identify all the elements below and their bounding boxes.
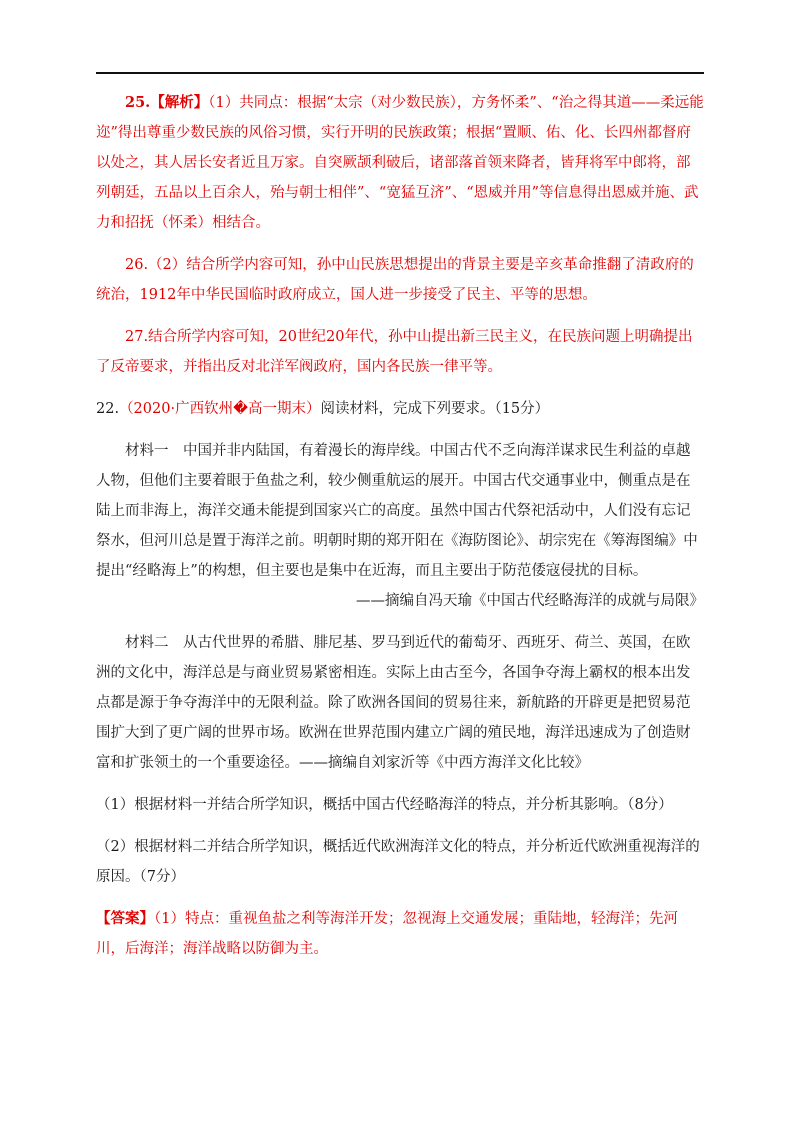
- material-2: 材料二 从古代世界的希腊、腓尼基、罗马到近代的葡萄牙、西班牙、荷兰、英国，在欧洲的文化中，海洋总是与商业贸易紧密相连。实际上由古至今，各国争夺海上霸权的根本出发点都是源于争夺海洋中的无限利益。除了欧洲各国间的贸易往来，新航路的开辟更是把贸易范围扩大到了更广阔的世界市场。欧洲在世界范围内建立广阔的殖民地，海洋迅速成为了创造财富和扩张领土的一个重要途径。——摘编自刘家沂等《中西方海洋文化比较》: [96, 635, 691, 771]
- material-1-source: ——摘编自冯天瑜《中国古代经略海洋的成就与局限》: [356, 593, 704, 609]
- question-22-header: [96, 394, 704, 424]
- header-rule: [96, 72, 704, 74]
- sub-question-2: （2）根据材料二并结合所学知识，概括近代欧洲海洋文化的特点，并分析近代欧洲重视海洋的原因。（7分）: [96, 839, 700, 885]
- question-instruction: 阅读材料，完成下列要求。（15分）: [320, 401, 550, 417]
- answer-25: [96, 88, 704, 238]
- question-source: （2020·广西钦州�高一期末）: [119, 401, 321, 417]
- answer-25-text: （1）共同点：根据“太宗（对少数民族），方务怀柔”、“治之得其道——柔远能迩”得出尊重少数民族的风俗习惯，实行开明的民族政策；根据“置顺、佑、化、长四州都督府以处之，其人居长安者近且万家。自突厥颉利破后，诸部落首领来降者，皆拜将军中郎将，部列朝廷，五品以上百余人，殆与朝士相伴”、“宽猛互济”、“恩威并用”等信息得出恩威并施、武力和招抚（怀柔）相结合。: [96, 95, 704, 231]
- sub-question-1: （1）根据材料一并结合所学知识，概括中国古代经略海洋的特点，并分析其影响。（8分）: [96, 797, 673, 813]
- answer-22: [96, 904, 704, 964]
- answer-26: 26.（2）结合所学内容可知，孙中山民族思想提出的背景主要是辛亥革命推翻了清政府的统治，1912年中华民国临时政府成立，国人进一步接受了民主、平等的思想。: [96, 257, 694, 303]
- answer-text: （1）特点：重视鱼盐之利等海洋开发；忽视海上交通发展；重陆地，轻海洋；先河川，后海洋；海洋战略以防御为主。: [96, 911, 678, 957]
- material-1: 材料一 中国并非内陆国，有着漫长的海岸线。中国古代不乏向海洋谋求民生利益的卓越人物，但他们主要着眼于鱼盐之利，较少侧重航运的展开。中国古代交通事业中，侧重点是在陆上而非海上，海洋交通未能提到国家兴亡的高度。虽然中国古代祭祀活动中，人们没有忘记祭水，但河川总是置于海洋之前。明朝时期的郑开阳在《海防图论》、胡宗宪在《筹海图编》中提出“经略海上”的构想，但主要也是集中在近海，而且主要出于防范倭寇侵扰的目标。: [96, 443, 698, 579]
- answer-25-label: 25.【解析】: [125, 94, 209, 111]
- document-page: [96, 88, 704, 964]
- answer-label: 【答案】: [96, 910, 154, 927]
- answer-27: 27.结合所学内容可知，20世纪20年代，孙中山提出新三民主义，在民族问题上明确提出了反帝要求，并指出反对北洋军阀政府，国内各民族一律平等。: [96, 329, 693, 375]
- question-number: 22.: [96, 401, 120, 417]
